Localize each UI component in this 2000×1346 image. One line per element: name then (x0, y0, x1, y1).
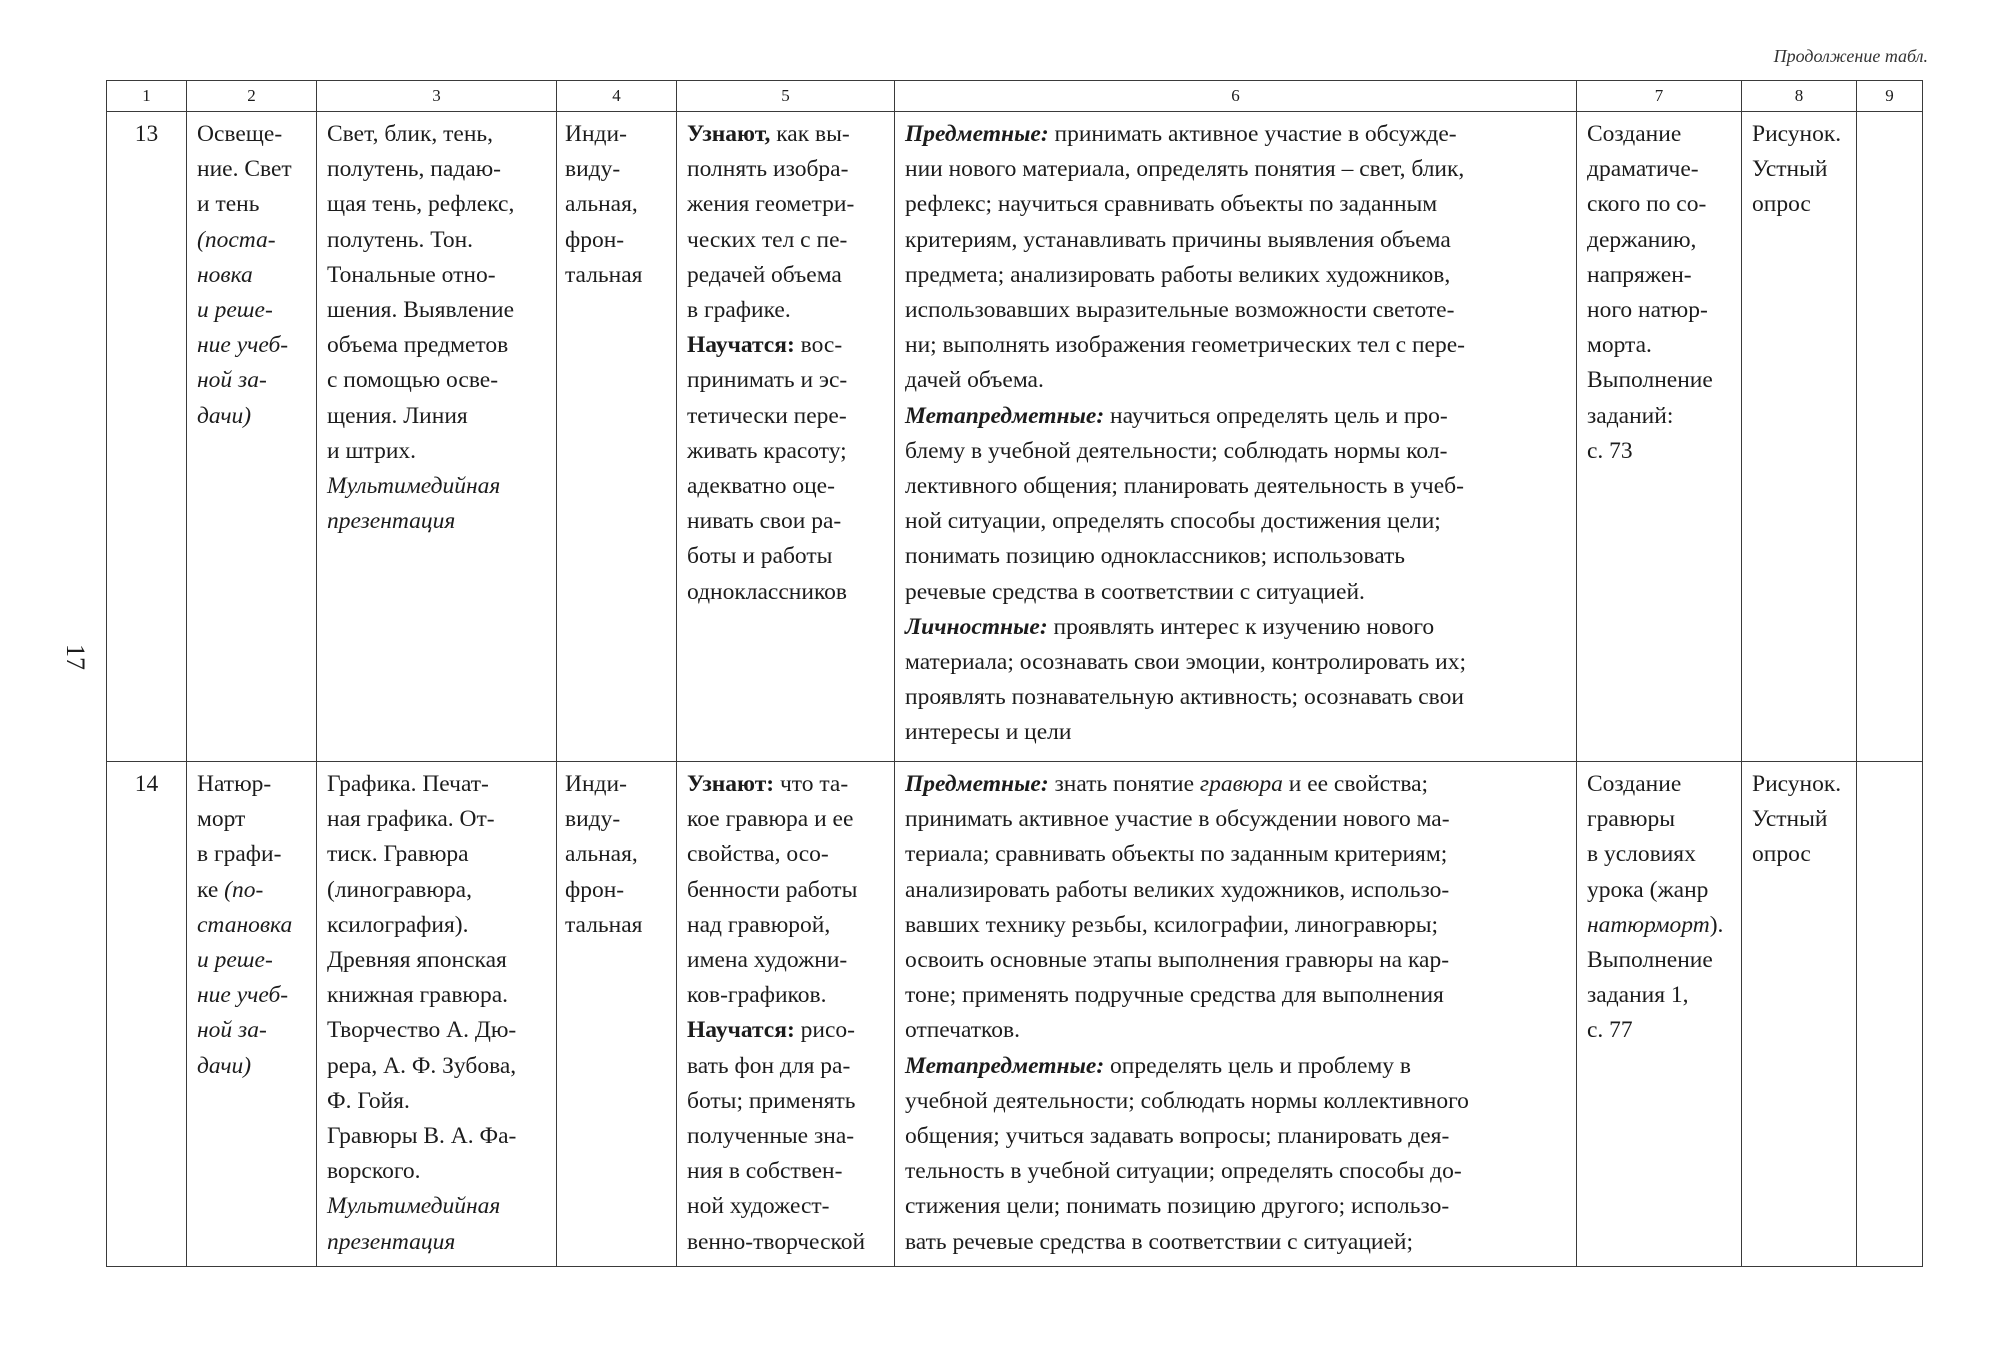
column-number-row (107, 81, 1923, 112)
learn-line: редачей объема (687, 261, 842, 288)
lesson-type-line: (по- (224, 876, 264, 903)
learning-outcomes (677, 112, 895, 762)
content-line: Древняя японская (327, 947, 507, 974)
meta-line: учебной деятельности; соблюдать нормы коллективного (905, 1087, 1469, 1114)
meta-line: определять цель и проблему в (1104, 1052, 1411, 1079)
learn-label: Узнают: (687, 771, 775, 797)
content-line: и штрих. (327, 437, 417, 464)
form-line: тальная (565, 911, 643, 938)
learn-line: ческих тел с пе- (687, 226, 848, 253)
topic-line: Освеще- (197, 121, 283, 147)
activity-line: Выполнение (1587, 947, 1713, 974)
continuation-label: Продолжение табл. (1773, 46, 1928, 66)
lesson-topic (187, 762, 317, 1267)
activity-line: урока (жанр (1587, 876, 1709, 903)
topic-line: ние. Свет (197, 156, 292, 183)
media-line: презентация (327, 1228, 456, 1255)
lesson-content (317, 762, 557, 1267)
learn-line: свойства, осо- (687, 841, 829, 868)
subject-line: и ее свойства; (1282, 771, 1429, 797)
column-header: 1 (107, 81, 187, 112)
form-line: тальная (565, 261, 643, 288)
universal-learning-actions (895, 112, 1577, 762)
control-line: Устный (1752, 806, 1828, 833)
subject-line: тоне; применять подручные средства для выполнения (905, 982, 1444, 1009)
lesson-plan-table (106, 80, 1923, 1267)
learn-line: в графике. (687, 297, 791, 324)
control-line: Устный (1752, 156, 1828, 183)
column-header: 9 (1857, 81, 1923, 112)
empty-cell (1857, 112, 1923, 762)
lesson-type-line: (поста- (197, 226, 276, 253)
main-activity (1577, 762, 1742, 1267)
media-line: Мультимедийная (327, 473, 501, 500)
control-type (1742, 762, 1857, 1267)
activity-line: ). (1709, 911, 1724, 938)
subject-line: принимать активное участие в обсужде- (1048, 121, 1457, 147)
lesson-type-line: становка (197, 911, 293, 938)
content-line: полутень. Тон. (327, 226, 474, 253)
activity-line: с. 77 (1587, 1017, 1633, 1044)
content-line: Ф. Гойя. (327, 1087, 410, 1114)
learn-line: жения геометри- (687, 191, 855, 218)
form-line: фрон- (565, 226, 625, 253)
meta-line: стижения цели; понимать позицию другого; использо- (905, 1193, 1450, 1220)
lesson-type-line: ние учеб- (197, 332, 289, 359)
lesson-type-line: дачи) (197, 402, 252, 429)
content-line: объема предметов (327, 332, 509, 359)
activity-form (557, 112, 677, 762)
activity-line: ского по со- (1587, 191, 1707, 218)
personal-line: проявлять интерес к изучению нового (1047, 613, 1435, 640)
lesson-number: 14 (107, 762, 187, 1267)
content-line: книжная гравюра. (327, 982, 509, 1009)
content-line: Гравюры В. А. Фа- (327, 1123, 517, 1150)
teach-line: вос- (794, 332, 843, 359)
activity-line: задания 1, (1587, 982, 1689, 1009)
meta-label: Метапредметные: (905, 1052, 1105, 1079)
learning-outcomes (677, 762, 895, 1267)
learn-line: ков-графиков. (687, 982, 827, 1009)
control-line: Рисунок. (1752, 121, 1842, 147)
topic-line: Натюр- (197, 771, 272, 797)
teach-label: Научатся: (687, 332, 795, 359)
form-line: виду- (565, 156, 621, 183)
subject-line: отпечатков. (905, 1017, 1020, 1044)
form-line: Инди- (565, 121, 627, 147)
activity-line: Выполнение (1587, 367, 1713, 394)
activity-line: с. 73 (1587, 437, 1633, 464)
teach-line: тетически пере- (687, 402, 847, 429)
control-type (1742, 112, 1857, 762)
table-row (107, 762, 1923, 1267)
lesson-type-line: и реше- (197, 297, 273, 324)
activity-line: держанию, (1587, 226, 1697, 253)
personal-line: материала; осознавать свои эмоции, контролировать их; (905, 649, 1467, 676)
meta-line: общения; учиться задавать вопросы; планировать дея- (905, 1123, 1450, 1150)
lesson-type-line: ной за- (197, 367, 267, 394)
column-header: 2 (187, 81, 317, 112)
activity-line: драматиче- (1587, 156, 1699, 183)
teach-line: боты; применять (687, 1087, 856, 1114)
teach-line: одноклассников (687, 578, 848, 605)
page-number: 17 (61, 644, 90, 670)
term-gravure: гравюра (1199, 771, 1283, 797)
content-line: Свет, блик, тень, (327, 121, 494, 147)
media-line: Мультимедийная (327, 1193, 501, 1220)
subject-line: ни; выполнять изображения геометрических тел с пере- (905, 332, 1465, 359)
teach-line: адекватно оце- (687, 473, 835, 500)
content-line: тиск. Гравюра (327, 841, 469, 868)
meta-label: Метапредметные: (905, 402, 1105, 429)
activity-line: Создание (1587, 771, 1682, 797)
personal-line: проявлять познавательную активность; осознавать свои (905, 684, 1464, 711)
learn-line: над гравюрой, (687, 911, 831, 938)
meta-line: вать речевые средства в соответствии с ситуацией; (905, 1228, 1414, 1255)
form-line: Инди- (565, 771, 627, 797)
activity-line: морта. (1587, 332, 1652, 359)
meta-line: лективного общения; планировать деятельность в учеб- (905, 473, 1464, 500)
learn-line: полнять изобра- (687, 156, 849, 183)
media-line: презентация (327, 508, 456, 535)
learn-label: Узнают, (687, 121, 771, 147)
content-line: Графика. Печат- (327, 771, 489, 797)
lesson-type-line: ной за- (197, 1017, 267, 1044)
teach-line: принимать и эс- (687, 367, 848, 394)
lesson-number: 13 (107, 112, 187, 762)
content-line: Тональные отно- (327, 261, 496, 288)
column-header: 6 (895, 81, 1577, 112)
meta-line: ной ситуации, определять способы достижения цели; (905, 508, 1441, 535)
control-line: опрос (1752, 191, 1811, 218)
subject-line: освоить основные этапы выполнения гравюры на кар- (905, 947, 1450, 974)
topic-line: и тень (197, 191, 260, 218)
activity-line: заданий: (1587, 402, 1674, 429)
subject-line: предмета; анализировать работы великих художников, (905, 261, 1451, 288)
teach-label: Научатся: (687, 1017, 795, 1044)
learn-line: бенности работы (687, 876, 858, 903)
column-header: 3 (317, 81, 557, 112)
lesson-type-line: и реше- (197, 947, 273, 974)
content-line: с помощью осве- (327, 367, 499, 394)
teach-line: рисо- (794, 1017, 855, 1044)
content-line: щая тень, рефлекс, (327, 191, 515, 218)
subject-line: анализировать работы великих художников, использо- (905, 876, 1450, 903)
teach-line: ния в собствен- (687, 1158, 843, 1185)
content-line: ксилография). (327, 911, 469, 938)
subject-line: териала; сравнивать объекты по заданным критериям; (905, 841, 1448, 868)
content-line: ворского. (327, 1158, 421, 1185)
column-header: 8 (1742, 81, 1857, 112)
control-line: Рисунок. (1752, 771, 1842, 797)
subject-line: нии нового материала, определять понятия – свет, блик, (905, 156, 1465, 183)
teach-line: ной художест- (687, 1193, 830, 1220)
control-line: опрос (1752, 841, 1811, 868)
meta-line: тельность в учебной ситуации; определять способы до- (905, 1158, 1462, 1185)
content-line: Творчество А. Дю- (327, 1017, 517, 1044)
topic-line: в графи- (197, 841, 282, 868)
lesson-type-line: ние учеб- (197, 982, 289, 1009)
teach-line: живать красоту; (687, 437, 847, 464)
subject-line: дачей объема. (905, 367, 1044, 394)
universal-learning-actions (895, 762, 1577, 1267)
content-line: полутень, падаю- (327, 156, 502, 183)
content-line: рера, А. Ф. Зубова, (327, 1052, 517, 1079)
content-line: (линогравюра, (327, 876, 472, 903)
teach-line: вать фон для ра- (687, 1052, 851, 1079)
form-line: фрон- (565, 876, 625, 903)
lesson-type-line: дачи) (197, 1052, 252, 1079)
lesson-topic (187, 112, 317, 762)
activity-line: напряжен- (1587, 261, 1692, 288)
teach-line: боты и работы (687, 543, 833, 570)
lesson-content (317, 112, 557, 762)
content-line: шения. Выявление (327, 297, 515, 324)
topic-line: морт (197, 806, 246, 833)
subject-label: Предметные: (905, 121, 1049, 147)
learn-line: что та- (774, 771, 849, 797)
teach-line: венно-творческой (687, 1228, 866, 1255)
subject-line: критериям, устанавливать причины выявления объема (905, 226, 1451, 253)
meta-line: блему в учебной деятельности; соблюдать нормы кол- (905, 437, 1448, 464)
teach-line: полученные зна- (687, 1123, 855, 1150)
content-line: щения. Линия (327, 402, 468, 429)
subject-line: рефлекс; научиться сравнивать объекты по заданным (905, 191, 1438, 218)
learn-line: имена художни- (687, 947, 848, 974)
topic-line: ке (197, 876, 225, 903)
form-line: виду- (565, 806, 621, 833)
activity-line: гравюры (1587, 806, 1676, 833)
activity-form (557, 762, 677, 1267)
teach-line: нивать свои ра- (687, 508, 842, 535)
subject-line: принимать активное участие в обсуждении нового ма- (905, 806, 1450, 833)
learn-line: как вы- (770, 121, 850, 147)
content-line: ная графика. От- (327, 806, 495, 833)
subject-line: знать понятие (1048, 771, 1200, 797)
column-header: 4 (557, 81, 677, 112)
activity-line: в условиях (1587, 841, 1696, 868)
column-header: 5 (677, 81, 895, 112)
genre-still-life: натюрморт (1587, 911, 1710, 938)
empty-cell (1857, 762, 1923, 1267)
meta-line: речевые средства в соответствии с ситуацией. (905, 578, 1365, 605)
meta-line: научиться определять цель и про- (1104, 402, 1448, 429)
subject-label: Предметные: (905, 771, 1049, 797)
column-header: 7 (1577, 81, 1742, 112)
subject-line: вавших технику резьбы, ксилографии, линогравюры; (905, 911, 1439, 938)
personal-line: интересы и цели (905, 719, 1072, 746)
lesson-type-line: новка (197, 261, 253, 288)
meta-line: понимать позицию одноклассников; использовать (905, 543, 1406, 570)
learn-line: кое гравюра и ее (687, 806, 854, 833)
main-activity (1577, 112, 1742, 762)
table-row (107, 112, 1923, 762)
activity-line: Создание (1587, 121, 1682, 147)
form-line: альная, (565, 191, 638, 218)
form-line: альная, (565, 841, 638, 868)
personal-label: Личностные: (905, 613, 1048, 640)
subject-line: использовавших выразительные возможности светоте- (905, 297, 1455, 324)
activity-line: ного натюр- (1587, 297, 1708, 324)
